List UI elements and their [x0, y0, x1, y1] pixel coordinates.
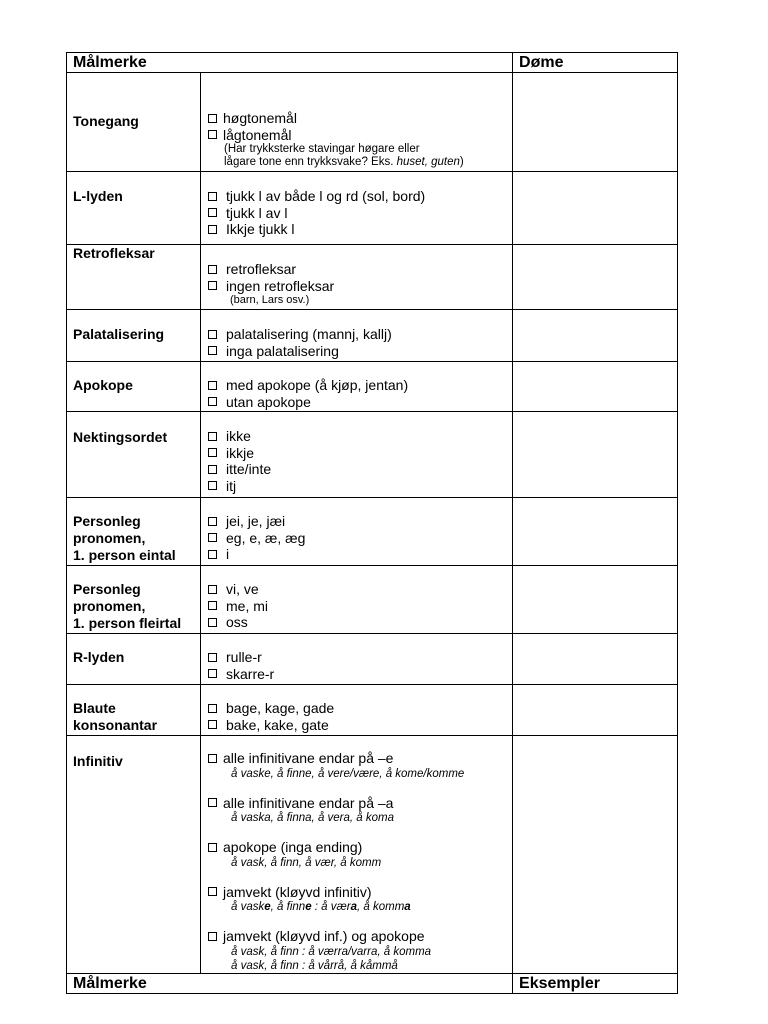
example-line: å vaske, å finne : å væra, å komma: [231, 901, 411, 913]
checkbox[interactable]: [208, 704, 217, 713]
option-bake[interactable]: [208, 717, 512, 734]
feature-cell: [67, 685, 201, 736]
option-label: jei, je, jæi: [226, 513, 286, 529]
checkbox[interactable]: [208, 381, 217, 390]
checkbox[interactable]: [208, 932, 217, 941]
option-inga-palatalisering[interactable]: [208, 343, 512, 360]
option-ikkje-tjukk-l[interactable]: [208, 221, 512, 238]
checkbox[interactable]: [208, 114, 217, 123]
option-label: oss: [226, 614, 248, 630]
options-cell: [201, 73, 513, 172]
checkbox[interactable]: [208, 550, 217, 559]
option-label: tjukk l av l: [226, 204, 288, 221]
checkbox[interactable]: [208, 653, 217, 662]
header-feature-label: Målmerke: [73, 54, 147, 71]
checkbox[interactable]: [208, 225, 217, 234]
example-cell[interactable]: [513, 498, 678, 566]
example-line: å vaske, å finne, å vere/være, å kome/komme: [231, 767, 465, 780]
feature-label: [67, 498, 200, 564]
options-cell: [201, 245, 513, 310]
dialect-feature-table: [66, 52, 678, 994]
options-cell: [201, 566, 513, 634]
feature-cell: [67, 172, 201, 245]
header-example-label: Døme: [519, 54, 564, 71]
row-retrofleksar: [67, 245, 678, 310]
row-pronomen-eintal: [67, 498, 678, 566]
feature-cell: [67, 566, 201, 634]
feature-label: Infinitiv: [73, 753, 123, 769]
option-label: jamvekt (kløyvd infinitiv): [223, 883, 372, 900]
feature-label-line: konsonantar: [73, 717, 158, 733]
checkbox[interactable]: [208, 346, 217, 355]
option-ikkje[interactable]: [208, 445, 512, 462]
example-line: å vaska, å finna, å vera, å koma: [231, 812, 395, 824]
option-apokope-inga-ending[interactable]: [208, 839, 512, 856]
footer-row: [67, 973, 678, 993]
options-cell: [201, 498, 513, 566]
option-lagtonemal[interactable]: [208, 127, 512, 144]
checkbox[interactable]: [208, 601, 217, 610]
example-cell[interactable]: [513, 73, 678, 172]
feature-cell: [67, 498, 201, 566]
example-cell[interactable]: [513, 412, 678, 498]
feature-cell: [67, 736, 201, 974]
tonegang-note-line1: (Har trykksterke stavingar høgare eller: [224, 143, 420, 155]
row-l-lyden: [67, 172, 678, 245]
example-cell[interactable]: [513, 736, 678, 974]
example-cell[interactable]: [513, 634, 678, 685]
option-label: ingen retrofleksar: [226, 277, 335, 294]
checkbox[interactable]: [208, 843, 217, 852]
option-label: me, mi: [226, 597, 268, 614]
option-label: Ikkje tjukk l: [226, 221, 295, 237]
feature-label-line: pronomen,: [73, 530, 146, 546]
option-tjukk-l-l-rd[interactable]: [208, 188, 512, 205]
option-label: vi, ve: [226, 581, 259, 597]
checkbox[interactable]: [208, 130, 217, 139]
row-infinitiv: [67, 736, 678, 974]
option-label: tjukk l av både l og rd (sol, bord): [226, 188, 426, 204]
option-itte-inte[interactable]: [208, 461, 512, 478]
checkbox[interactable]: [208, 618, 217, 627]
option-label: inga palatalisering: [226, 342, 339, 359]
option-label: rulle-r: [226, 649, 262, 665]
example-line: å vask, å finn : å vårrå, å kåmmå: [231, 959, 398, 972]
checkbox[interactable]: [208, 448, 217, 457]
option-label: lågtonemål: [223, 126, 292, 143]
option-ikke[interactable]: [208, 428, 512, 445]
feature-label-line: pronomen,: [73, 598, 146, 614]
option-label: ikkje: [226, 444, 255, 461]
feature-cell: [67, 245, 201, 310]
header-example-cell: [513, 53, 678, 73]
options-cell: [201, 736, 513, 974]
example-cell[interactable]: [513, 362, 678, 412]
option-hogtonemal[interactable]: [208, 110, 512, 127]
options-cell: [201, 685, 513, 736]
checkbox[interactable]: [208, 720, 217, 729]
checkbox[interactable]: [208, 397, 217, 406]
example-line: å vask, å finn : å værra/varra, å komma: [231, 945, 432, 958]
feature-label: R-lyden: [73, 649, 125, 665]
row-apokope: [67, 362, 678, 412]
option-med-apokope[interactable]: [208, 377, 512, 394]
option-skarre-r[interactable]: [208, 666, 512, 683]
option-label: bake, kake, gate: [226, 716, 329, 733]
checkbox[interactable]: [208, 208, 217, 217]
option-label: alle infinitivane endar på –e: [223, 750, 394, 766]
option-label: alle infinitivane endar på –a: [223, 794, 394, 811]
checkbox[interactable]: [208, 887, 217, 896]
option-label: ikke: [226, 428, 251, 444]
example-cell[interactable]: [513, 172, 678, 245]
row-nektingsordet: [67, 412, 678, 498]
option-itj[interactable]: [208, 478, 512, 495]
feature-cell: [67, 73, 201, 172]
row-blaute-konsonantar: [67, 685, 678, 736]
option-label: skarre-r: [226, 665, 275, 682]
row-pronomen-fleirtal: [67, 566, 678, 634]
checkbox[interactable]: [208, 533, 217, 542]
option-vi[interactable]: [208, 581, 512, 598]
checkbox[interactable]: [208, 517, 217, 526]
option-tjukk-l[interactable]: [208, 205, 512, 222]
footer-example-label: Eksempler: [519, 974, 600, 992]
feature-label-line: 1. person eintal: [73, 547, 176, 563]
header-row: [67, 53, 678, 73]
feature-cell: [67, 362, 201, 412]
options-cell: [201, 412, 513, 498]
row-palatalisering: [67, 310, 678, 362]
checkbox[interactable]: [208, 432, 217, 441]
feature-label-line: Personleg: [73, 513, 141, 529]
tonegang-note-line2: lågare tone enn trykksvake? Eks. huset, guten): [224, 156, 464, 168]
feature-label: [67, 566, 200, 632]
option-utan-apokope[interactable]: [208, 394, 512, 411]
example-cell[interactable]: [513, 685, 678, 736]
option-i[interactable]: [208, 546, 512, 563]
checkbox[interactable]: [208, 669, 217, 678]
option-ingen-retrofleksar[interactable]: [208, 278, 512, 295]
option-jamvekt[interactable]: [208, 884, 512, 901]
options-cell: [201, 362, 513, 412]
options-cell: [201, 634, 513, 685]
options-cell: [201, 310, 513, 362]
footer-feature-label: Målmerke: [73, 974, 147, 992]
retrofleksar-note: (barn, Lars osv.): [230, 294, 310, 306]
feature-cell: [67, 634, 201, 685]
option-label: palatalisering (mannj, kallj): [226, 326, 392, 342]
option-eg[interactable]: [208, 530, 512, 547]
checkbox[interactable]: [208, 585, 217, 594]
feature-label: Tonegang: [73, 113, 139, 129]
option-oss[interactable]: [208, 614, 512, 631]
option-rulle-r[interactable]: [208, 649, 512, 666]
feature-label: Palatalisering: [73, 326, 165, 342]
feature-label-line: Blaute: [73, 700, 116, 716]
feature-label: [67, 685, 200, 734]
checkbox[interactable]: [208, 330, 217, 339]
feature-cell: [67, 310, 201, 362]
option-label: itte/inte: [226, 461, 272, 477]
checkbox[interactable]: [208, 754, 217, 763]
option-palatalisering[interactable]: [208, 326, 512, 343]
feature-label-line: 1. person fleirtal: [73, 615, 182, 631]
checkbox[interactable]: [208, 192, 217, 201]
example-line: å vask, å finn, å vær, å komm: [231, 856, 382, 869]
checkbox[interactable]: [208, 265, 217, 274]
option-label: jamvekt (kløyvd inf.) og apokope: [223, 928, 425, 944]
feature-label-line: Personleg: [73, 581, 141, 597]
checkbox[interactable]: [208, 465, 217, 474]
option-retrofleksar[interactable]: [208, 261, 512, 278]
option-bage[interactable]: [208, 700, 512, 717]
option-label: itj: [226, 477, 237, 494]
option-me[interactable]: [208, 598, 512, 615]
feature-label: Retrofleksar: [73, 245, 155, 261]
example-cell[interactable]: [513, 566, 678, 634]
option-label: eg, e, æ, æg: [226, 529, 306, 546]
option-endar-a[interactable]: [208, 795, 512, 812]
checkbox[interactable]: [208, 481, 217, 490]
feature-label: Apokope: [73, 377, 133, 393]
header-feature-cell: [67, 53, 513, 73]
option-label: høgtonemål: [223, 110, 297, 126]
feature-label: Nektingsordet: [73, 429, 168, 445]
option-label: utan apokope: [226, 393, 311, 410]
options-cell: [201, 172, 513, 245]
option-endar-e[interactable]: [208, 750, 512, 767]
option-label: bage, kage, gade: [226, 700, 335, 716]
option-label: i: [226, 546, 230, 562]
option-jei[interactable]: [208, 513, 512, 530]
option-label: apokope (inga ending): [223, 839, 363, 855]
checkbox[interactable]: [208, 281, 217, 290]
feature-cell: [67, 412, 201, 498]
example-cell[interactable]: [513, 245, 678, 310]
feature-label: L-lyden: [73, 188, 123, 204]
example-cell[interactable]: [513, 310, 678, 362]
checkbox[interactable]: [208, 798, 217, 807]
footer-example-cell: [513, 973, 678, 993]
footer-feature-cell: [67, 973, 513, 993]
option-jamvekt-apokope[interactable]: [208, 928, 512, 945]
option-label: retrofleksar: [226, 261, 297, 277]
row-r-lyden: [67, 634, 678, 685]
row-tonegang: [67, 73, 678, 172]
option-label: med apokope (å kjøp, jentan): [226, 377, 409, 393]
